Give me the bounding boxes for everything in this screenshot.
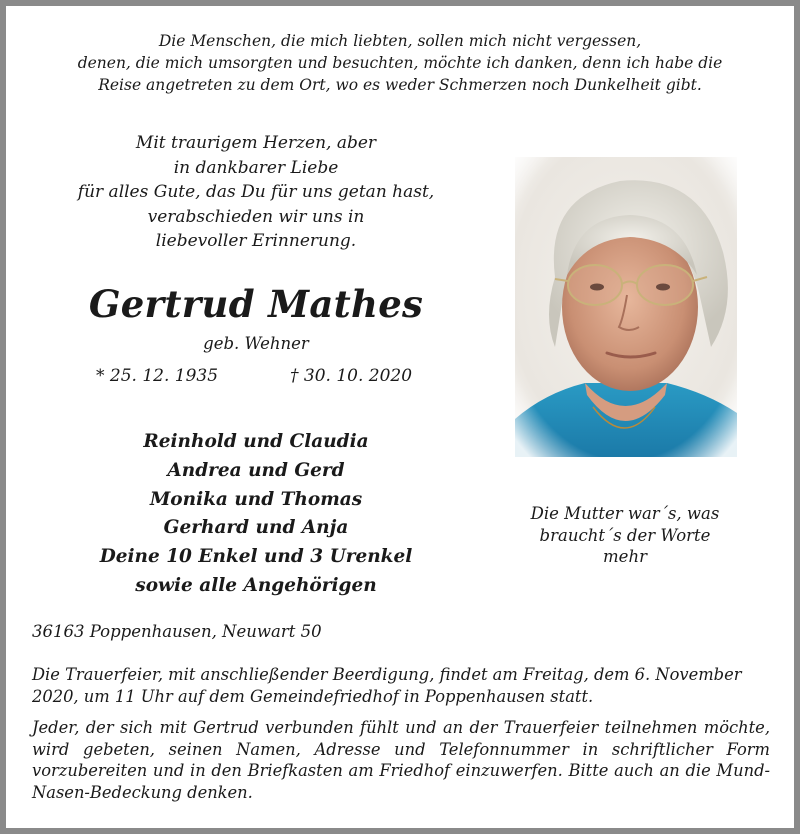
farewell-line: verabschieden wir uns in xyxy=(147,206,365,227)
birth-date: * 25. 12. 1935 xyxy=(96,366,219,386)
mourners-list xyxy=(0,428,512,601)
mourner-line: sowie alle Angehörigen xyxy=(135,574,377,596)
mourner-line: Monika und Thomas xyxy=(149,488,363,510)
quote-line: braucht´s der Worte xyxy=(539,525,711,545)
mourner-line: Reinhold und Claudia xyxy=(143,431,369,452)
farewell-line: für alles Gute, das Du für uns getan hast, xyxy=(77,182,435,202)
poem-line: denen, die mich umsorgten und besuchten, möchte ich danken, denn ich habe die xyxy=(77,54,723,72)
poem-line: Die Menschen, die mich liebten, sollen mich nicht vergessen, xyxy=(158,32,642,50)
farewell-line: Mit traurigem Herzen, aber xyxy=(135,133,377,153)
quote-line: Die Mutter war´s, was xyxy=(530,504,720,523)
address: 36163 Poppenhausen, Neuwart 50 xyxy=(32,622,322,641)
poem xyxy=(0,30,800,96)
attendance-notice: Jeder, der sich mit Gertrud verbunden fühlt und an der Trauerfeier teilnehmen möchte, wird gebeten, seinen Namen, Adresse und Telefonnummer in schriftlicher Form vorzubereiten und in den Briefkasten am Friedhof einzuwerfen. Bitte auch an die Mund-Nasen-Bedeckung denken. xyxy=(32,718,770,802)
farewell-line: liebevoller Erinnerung. xyxy=(155,231,357,251)
deceased-name: Gertrud Mathes xyxy=(88,282,424,326)
farewell-line: in dankbarer Liebe xyxy=(173,157,339,178)
death-date: † 30. 10. 2020 xyxy=(290,366,413,386)
funeral-details: Die Trauerfeier, mit anschließender Beerdigung, findet am Freitag, dem 6. November 2020, um 11 Uhr auf dem Gemeindefriedhof in Poppenhausen statt. xyxy=(32,665,742,706)
farewell-text xyxy=(0,131,512,254)
quote xyxy=(500,503,750,568)
mourner-line: Gerhard und Anja xyxy=(163,517,349,539)
portrait-photo xyxy=(515,157,737,457)
mourner-line: Andrea und Gerd xyxy=(167,459,345,481)
poem-line: Reise angetreten zu dem Ort, wo es weder Schmerzen noch Dunkelheit gibt. xyxy=(98,76,702,94)
maiden-name: geb. Wehner xyxy=(203,334,309,353)
quote-line: mehr xyxy=(603,547,647,566)
mourner-line: Deine 10 Enkel und 3 Urenkel xyxy=(99,546,413,568)
